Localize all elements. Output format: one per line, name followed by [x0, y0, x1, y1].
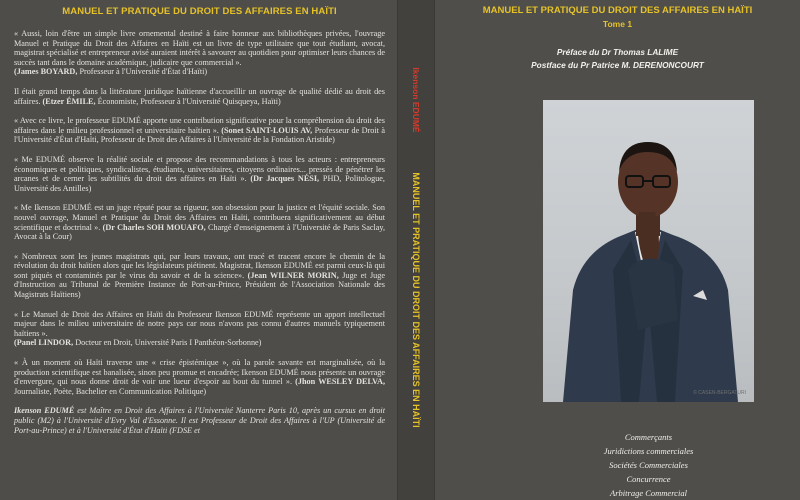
- tome-label: Tome 1: [602, 19, 633, 29]
- testimonial-author: (Dr Jacques NÉSI,: [246, 174, 320, 184]
- author-bio-text: est Maître en Droit des Affaires à l'Université Nanterre Paris 10, après un cursus en droit public (M2) à l'Université d'Evry Val d'Essonne. Il est Professeur de Droit des Affaires à l'UP (Université de Port-au-Prince) et à l'Université d'État d'Haïti (FDSE et: [14, 406, 385, 435]
- testimonial-text: « À un moment où Haïti traverse une « crise épistémique », où la parole savante est marginalisée, où la production scientifique est banalisée, sinon peu promue et encadrée; Ikenson EDUMÉ nous présente un ouvrage d'envergure, qui nous donne droit de voir une lueur d'espoir au bout du tunnel ».: [14, 358, 385, 387]
- topic-item: Concurrence: [626, 474, 671, 484]
- postface-credit: Postface du Pr Patrice M. DERENONCOURT: [531, 60, 704, 70]
- testimonial-affiliation: Professeur de Droit à l'Université d'État d'Haïti, Professeur de Droit des Affaires à l'Université de la Fondation Aristide): [14, 125, 385, 145]
- testimonial-author: (Etzer ÉMILE,: [40, 96, 96, 106]
- topic-item: Arbitrage Commercial: [610, 488, 687, 498]
- back-cover-title: MANUEL ET PRATIQUE DU DROIT DES AFFAIRES EN HAÏTI: [62, 6, 337, 17]
- testimonial-affiliation: Professeur à l'Université d'État d'Haïti): [77, 67, 208, 77]
- testimonial-author: (Sonet SAINT-LOUIS AV,: [218, 125, 313, 135]
- author-portrait-illustration: [543, 100, 754, 402]
- testimonial: [14, 252, 385, 300]
- preface-credit: Préface du Dr Thomas LALIME: [556, 47, 679, 57]
- photo-credit: © CASEN-BERGATURI: [693, 390, 746, 396]
- testimonial: [14, 358, 385, 396]
- testimonial-text: « Me EDUMÉ observe la réalité sociale et propose des recommandations à tous les acteurs : entrepreneurs économiques et politiques, syndicalistes, étudiants, universitaires, citoyens ordinaires... pressés de pénétrer les arcanes et de cerner les subtilités du droit des affaires en Haïti ».: [14, 154, 385, 184]
- back-cover: [0, 0, 397, 500]
- testimonial-author: (Panel LINDOR,: [14, 338, 74, 348]
- topic-item: Commerçants: [624, 432, 673, 442]
- testimonial: [14, 203, 385, 241]
- author-bio-name: Ikenson EDUMÉ: [14, 406, 75, 416]
- spine-author: Ikenson EDUMÉ: [411, 67, 421, 133]
- testimonial-affiliation: PHD, Politologue, Université des Antilles): [14, 174, 385, 193]
- testimonial-author: (Jhon WESLEY DELVA,: [292, 377, 385, 387]
- front-cover: [435, 0, 800, 500]
- testimonial: [14, 87, 385, 106]
- testimonial-author: (James BOYARD,: [14, 67, 78, 77]
- testimonial: [14, 310, 385, 348]
- topics-list: [543, 430, 754, 500]
- testimonial-affiliation: Chargé d'enseignement à l'Université de Paris Saclay, Avocat à la Cour): [14, 222, 385, 242]
- testimonial-text: « Me Ikenson EDUMÉ est un juge réputé pour sa rigueur, son obsession pour la justice et l'équité sociale. Son nouvel ouvrage, Manuel et Pratique du Droit des Affaires en Haïti, contribuera significativement au début scientifique et doctrinal ».: [14, 203, 385, 232]
- author-portrait: [543, 100, 754, 402]
- testimonial-author: (Jean WILNER MORIN,: [244, 270, 339, 280]
- spine-title: MANUEL ET PRATIQUE DU DROIT DES AFFAIRES EN HAÏTI: [411, 172, 421, 428]
- testimonial-affiliation: Journaliste, Poète, Bachelier en Communication Politique): [14, 386, 207, 396]
- testimonial: [14, 29, 385, 77]
- book-spine: [397, 0, 435, 500]
- testimonial: [14, 155, 385, 193]
- testimonial-text: « Nombreux sont les jeunes magistrats qui, par leurs travaux, ont tracé et tracent encore le chemin de la révolution du droit haïtien alors que les législateurs piétinent. Magistrat, Ikenson EDUMÉ est parmi ceux-là qui sont piqués et contaminés par le virus du savoir et de la science».: [14, 251, 385, 280]
- testimonial-text: « Avec ce livre, le professeur EDUMÉ apporte une contribution significative pour la compréhension du droit des affaires dans le milieu professionnel et universitaire haïtien ».: [14, 116, 385, 135]
- testimonial-text: « Le Manuel de Droit des Affaires en Haïti du Professeur Ikenson EDUMÉ représente un apport intellectuel majeur dans le milieu universitaire de notre pays car nous n'avons pas connu d'autres manuels typiquement haïtiens ».: [14, 309, 385, 338]
- testimonial-text: « Aussi, loin d'être un simple livre ornemental destiné à faire honneur aux bibliothèques privées, l'ouvrage Manuel et Pratique du Droit des Affaires en Haïti est un livre de type utilitaire que tout étudiant, avocat, magistrat spécialisé et entrepreneur avisé auraient intérêt à savourer au quotidien pour optimiser leurs chances de succès tant dans le domaine académique, judicaire que commercial ».: [14, 29, 385, 67]
- testimonial-affiliation: Juge et Juge d'Instruction au Tribunal de Première Instance de Port-au-Prince, Président de l'Association Nationale des Magistrats Haïtiens): [14, 270, 385, 300]
- topic-item: Juridictions commerciales: [603, 446, 694, 456]
- testimonial-author: (Dr Charles SOH MOUAFO,: [100, 222, 206, 232]
- author-bio: [14, 406, 385, 435]
- testimonial-affiliation: Docteur en Droit, Université Paris I Panthéon-Sorbonne): [73, 338, 262, 348]
- testimonial-affiliation: Économiste, Professeur à l'Université Quisqueya, Haïti): [95, 96, 281, 106]
- testimonial: [14, 116, 385, 145]
- testimonial-text: Il était grand temps dans la littérature juridique haïtienne d'accueillir un ouvrage de qualité dédié au droit des affaires.: [14, 86, 385, 106]
- topic-item: Sociétés Commerciales: [609, 460, 688, 470]
- front-cover-title: MANUEL ET PRATIQUE DU DROIT DES AFFAIRES EN HAÏTI: [482, 5, 753, 16]
